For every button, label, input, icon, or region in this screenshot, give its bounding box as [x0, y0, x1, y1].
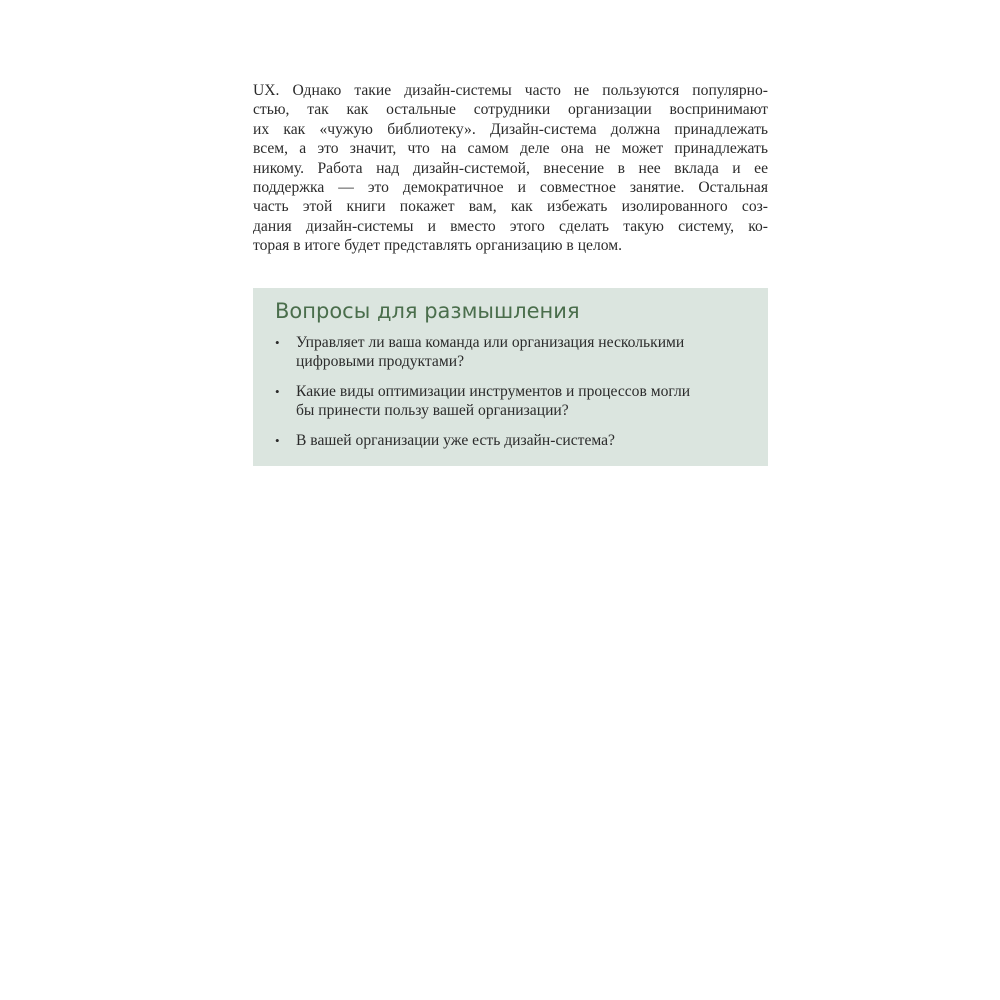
paragraph-line: их как «чужую библиотеку». Дизайн-система должна принадлежать	[253, 120, 768, 138]
question-line: Какие виды оптимизации инструментов и процессов могли	[296, 382, 691, 400]
paragraph-line: дания дизайн-системы и вместо этого сделать такую систему, ко-	[253, 217, 768, 235]
question-line: В вашей организации уже есть дизайн-система?	[296, 431, 615, 449]
question-line: цифровыми продуктами?	[296, 353, 464, 371]
question-line: Управляет ли ваша команда или организация несколькими	[296, 334, 685, 351]
body-paragraph	[253, 81, 768, 256]
reflection-questions-list	[275, 333, 750, 460]
bullet-icon: •	[275, 383, 280, 399]
bullet-icon: •	[275, 432, 280, 448]
paragraph-line: UX. Однако такие дизайн-системы часто не пользуются популярно-	[253, 82, 768, 99]
reflection-questions-title: Вопросы для размышления	[275, 299, 580, 323]
question-item	[275, 431, 750, 450]
bullet-icon: •	[275, 335, 280, 350]
question-item	[275, 333, 750, 372]
paragraph-line: торая в итоге будет представлять организацию в целом.	[253, 237, 623, 255]
paragraph-line: стью, так как остальные сотрудники организации воспринимают	[253, 101, 768, 119]
paragraph-line: всем, а это значит, что на самом деле она не может принадлежать	[253, 140, 768, 158]
reflection-questions-box	[253, 288, 768, 466]
question-line: бы принести пользу вашей организации?	[296, 402, 569, 420]
question-item	[275, 382, 750, 421]
paragraph-line: никому. Работа над дизайн-системой, внесение в нее вклада и ее	[253, 159, 768, 177]
paragraph-line: поддержка — это демократичное и совместное занятие. Остальная	[253, 179, 768, 197]
paragraph-line: часть этой книги покажет вам, как избежать изолированного соз-	[253, 198, 768, 216]
